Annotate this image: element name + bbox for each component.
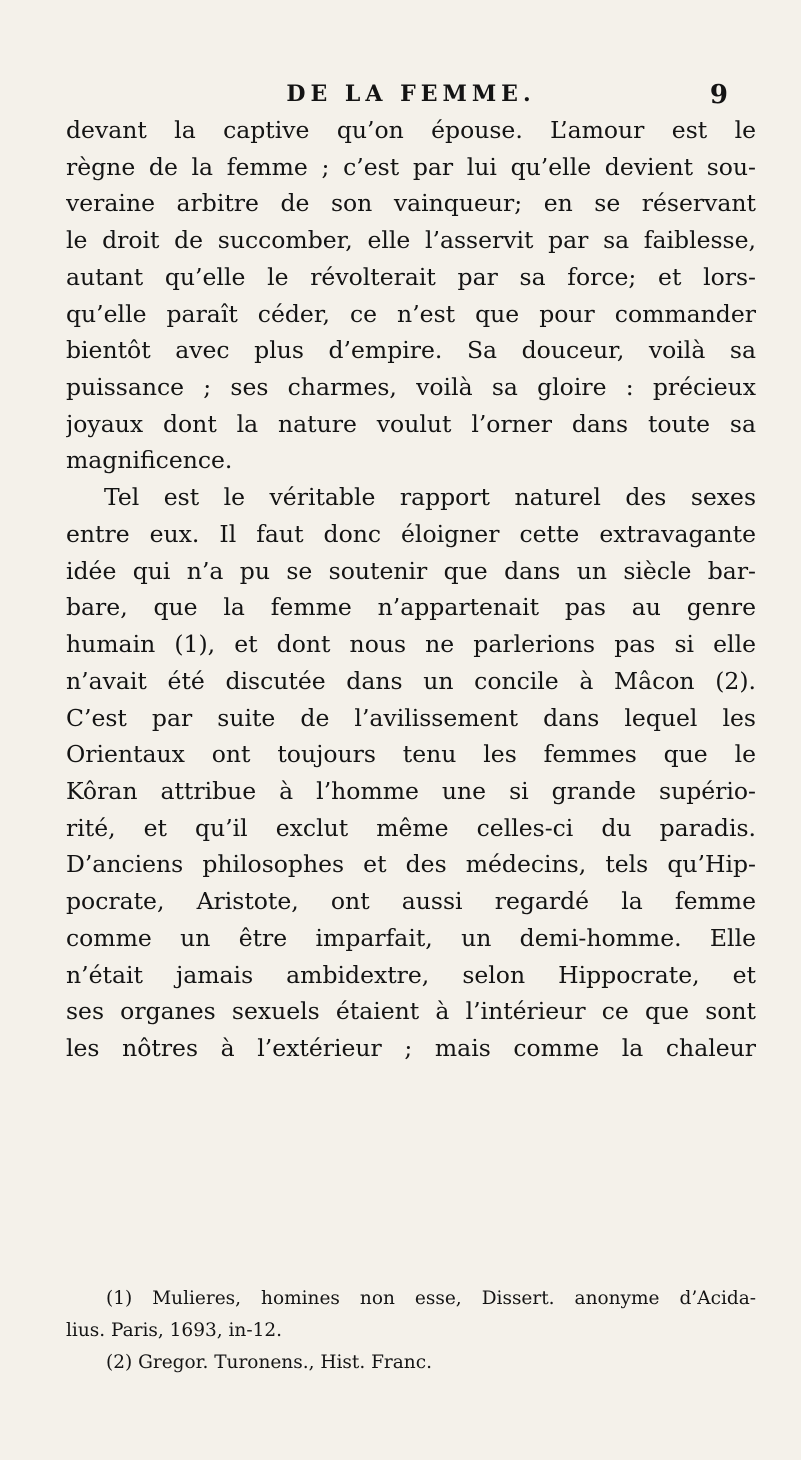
text-line: n’était jamais ambidextre, selon Hippocrate, et (66, 960, 756, 989)
text-line: puissance ; ses charmes, voilà sa gloire : précieux (66, 373, 756, 402)
text-line: joyaux dont la nature voulut l’orner dans toute sa (66, 409, 756, 438)
text-line: bare, que la femme n’appartenait pas au genre (66, 593, 756, 622)
text-line: D’anciens philosophes et des médecins, tels qu’Hip- (66, 850, 756, 879)
text-line: idée qui n’a pu se soutenir que dans un siècle bar- (66, 556, 756, 585)
text-line: humain (1), et dont nous ne parlerions pas si elle (66, 630, 756, 659)
text-line: rité, et qu’il exclut même celles-ci du paradis. (66, 813, 756, 842)
text-line: entre eux. Il faut donc éloigner cette extravagante (66, 519, 756, 548)
running-title: DE LA FEMME. (286, 81, 536, 107)
text-line: veraine arbitre de son vainqueur; en se réservant (66, 189, 756, 218)
text-line: bientôt avec plus d’empire. Sa douceur, voilà sa (66, 336, 756, 365)
text-line: qu’elle paraît céder, ce n’est que pour commander (66, 299, 756, 328)
text-line: pocrate, Aristote, ont aussi regardé la femme (66, 887, 756, 916)
text-line: C’est par suite de l’avilissement dans lequel les (66, 703, 756, 732)
footnote-line: lius. Paris, 1693, in-12. (66, 1320, 283, 1341)
text-line: les nôtres à l’extérieur ; mais comme la chaleur (66, 1033, 756, 1062)
footnote-line: (1) Mulieres, homines non esse, Dissert. anonyme d’Acida- (106, 1288, 756, 1309)
text-line: Kôran attribue à l’homme une si grande supério- (66, 776, 756, 805)
text-line: comme un être imparfait, un demi-homme. Elle (66, 923, 756, 952)
text-line: le droit de succomber, elle l’asservit par sa faiblesse, (66, 226, 756, 255)
footnotes (66, 1283, 756, 1379)
body-text (66, 112, 756, 1067)
text-line: Tel est le véritable rapport naturel des sexes (104, 483, 756, 512)
text-line: magnificence. (66, 446, 233, 475)
page-number: 9 (709, 80, 728, 110)
text-line: autant qu’elle le révolterait par sa force; et lors- (66, 262, 756, 291)
text-line: Orientaux ont toujours tenu les femmes que le (66, 740, 756, 769)
text-line: devant la captive qu’on épouse. L’amour est le (66, 116, 756, 144)
text-line: n’avait été discutée dans un concile à Mâcon (2). (66, 666, 756, 695)
footnote-line: (2) Gregor. Turonens., Hist. Franc. (106, 1352, 432, 1373)
text-line: règne de la femme ; c’est par lui qu’elle devient sou- (66, 152, 756, 181)
text-line: ses organes sexuels étaient à l’intérieur ce que sont (66, 997, 756, 1026)
